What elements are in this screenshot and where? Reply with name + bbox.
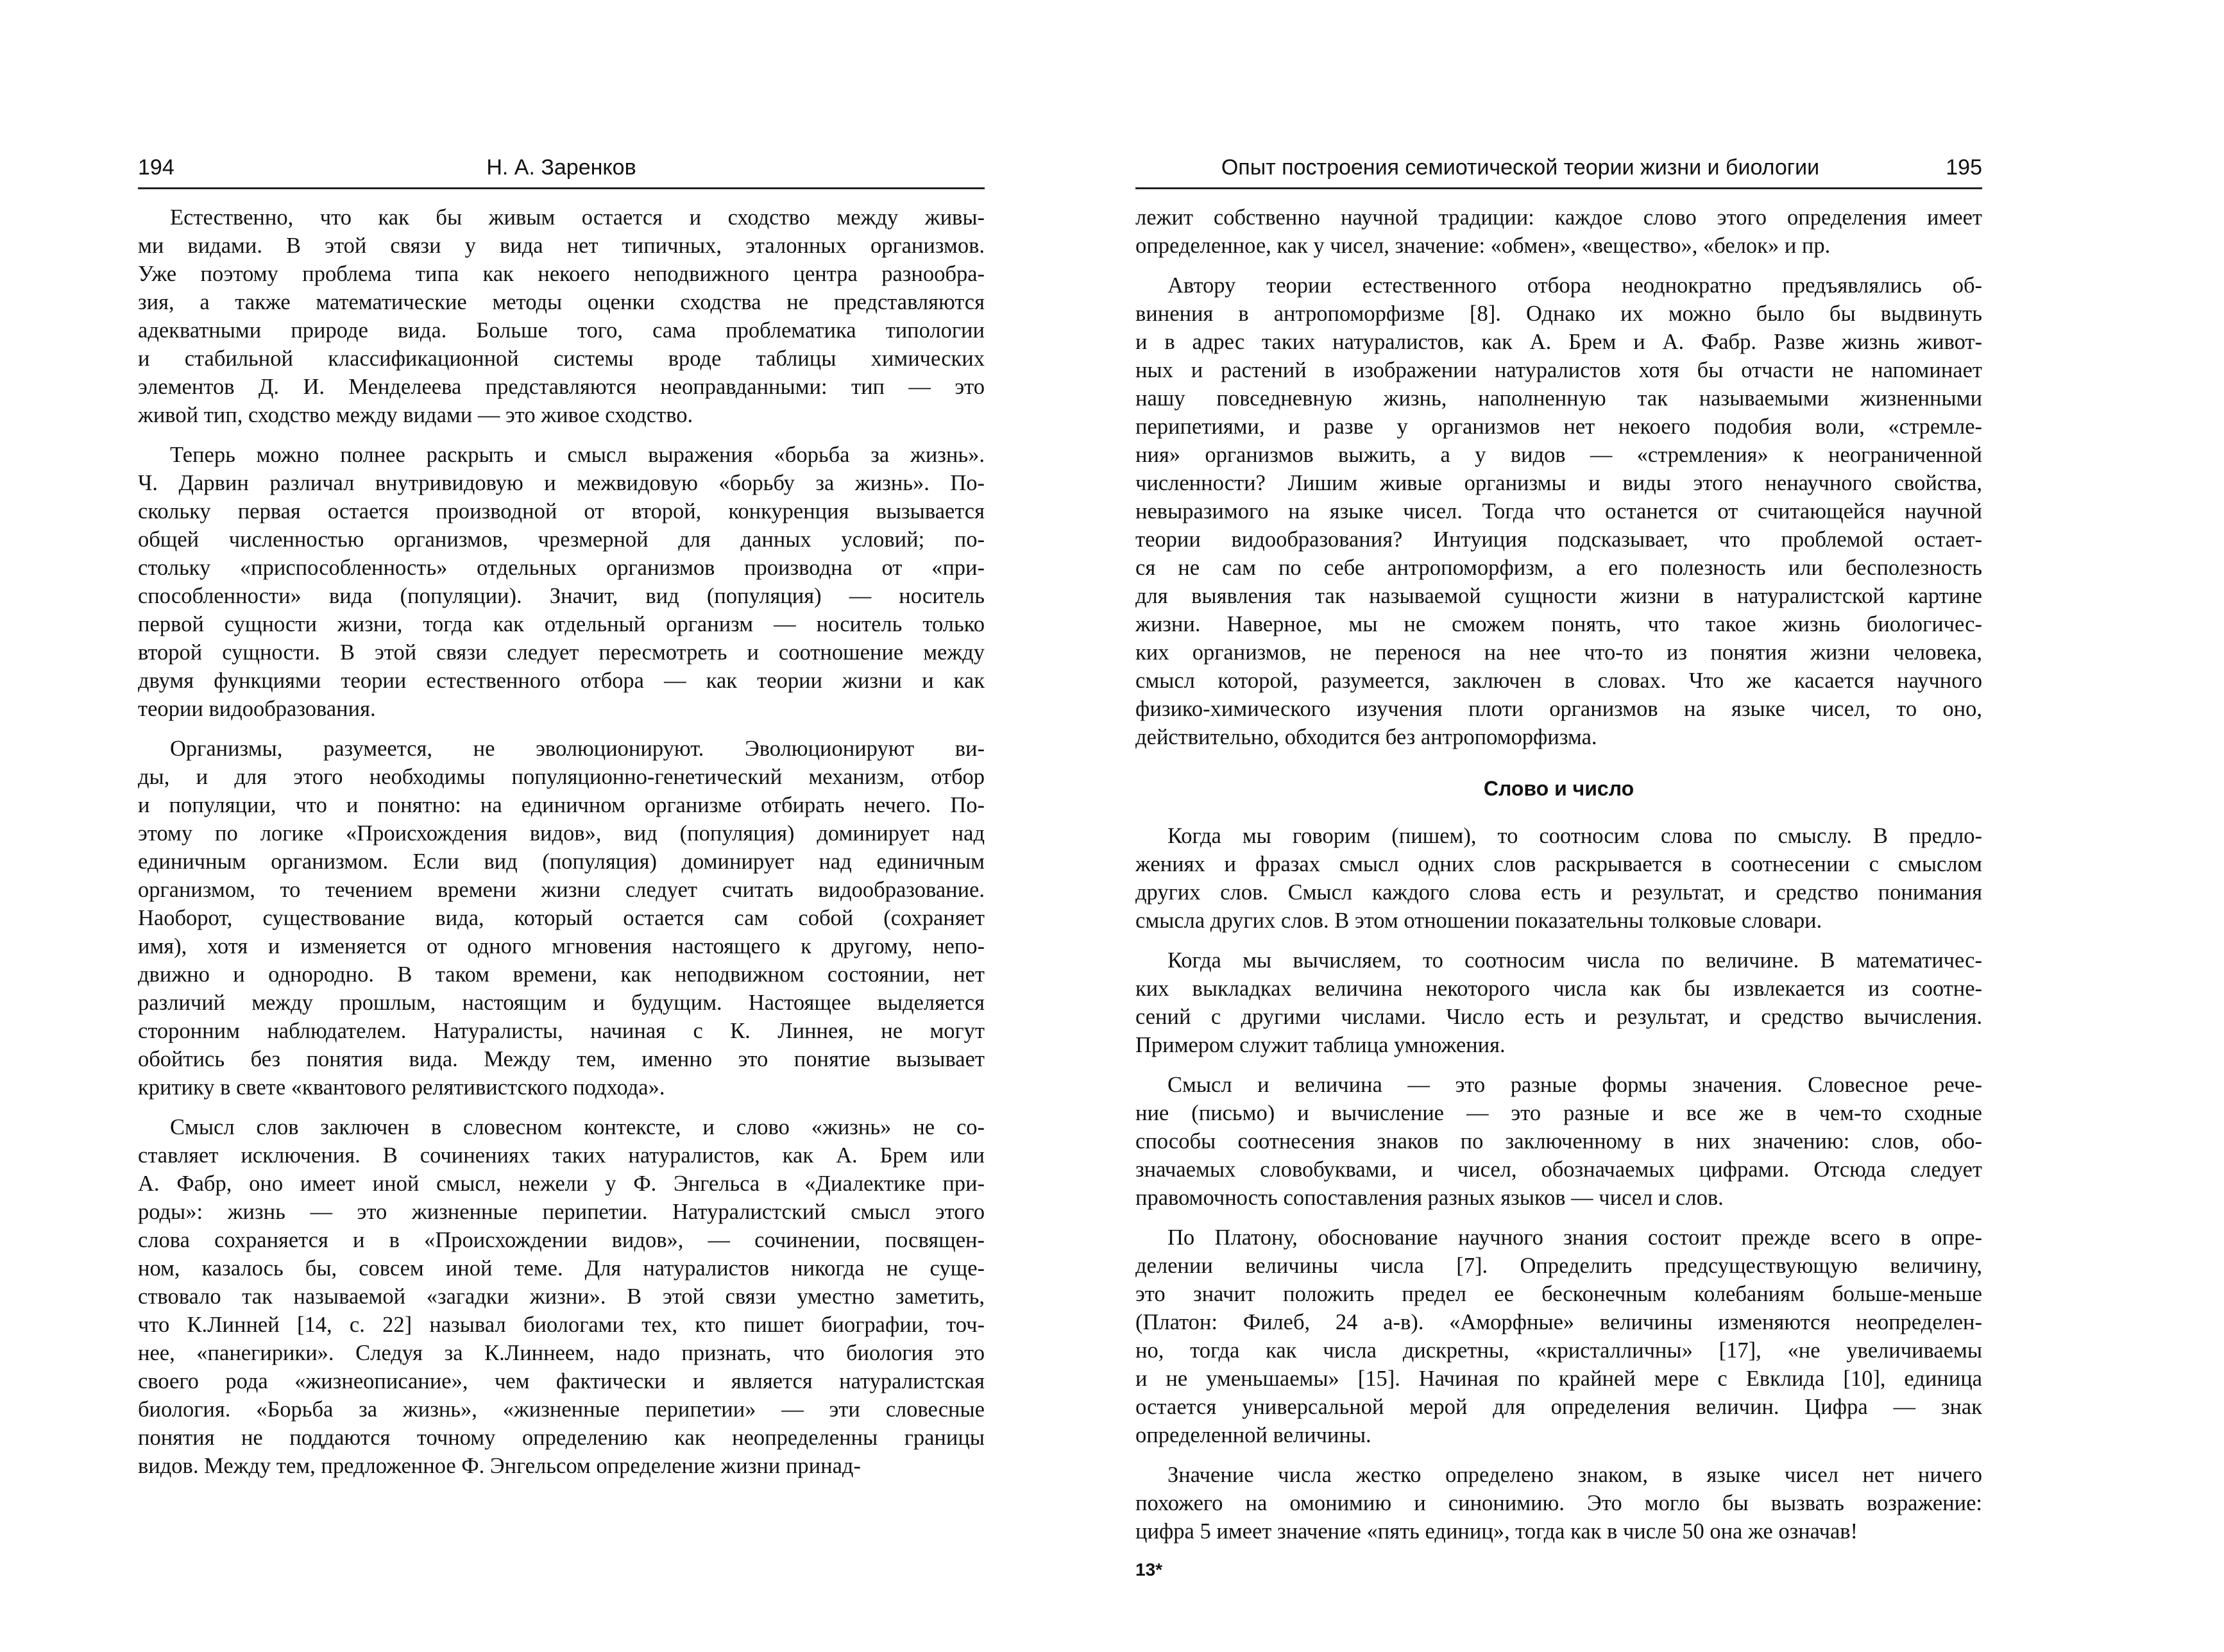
text-block-after [1135, 822, 1982, 1546]
text-line: теории видообразования? Интуиция подсказывает, что проблемой остает- [1135, 527, 1982, 552]
text-line: способленности» вида (популяции). Значит, вид (популяция) — носитель [138, 584, 985, 608]
paragraph [1135, 1461, 1982, 1546]
paragraph [1135, 946, 1982, 1059]
paragraph [1135, 203, 1982, 260]
text-line: невыразимого на языке чисел. Тогда что останется от считающейся научной [1135, 499, 1982, 524]
text-line: Смысл и величина — это разные формы значения. Словесное рече- [1167, 1073, 1982, 1097]
text-line: обойтись без понятия вида. Между тем, именно это понятие вызывает [138, 1047, 985, 1071]
text-line: Значение числа жестко определено знаком, в языке чисел нет ничего [1167, 1463, 1982, 1487]
right-page-body [1135, 203, 1982, 1583]
text-line: элементов Д. И. Менделеева представляются неоправданными: тип — это [138, 375, 985, 399]
text-line: ном, казалось бы, совсем иной теме. Для натуралистов никогда не суще- [138, 1256, 985, 1281]
text-line: и популяции, что и понятно: на единичном организме отбирать нечего. По- [138, 793, 985, 817]
text-line: первой сущности жизни, тогда как отдельный организм — носитель только [138, 612, 985, 636]
text-line: зия, а также математические методы оценки сходства не представляются [138, 290, 985, 314]
text-line: двумя функциями теории естественного отбора — как теории жизни и как [138, 668, 985, 693]
text-line: ния» организмов выжить, а у видов — «стремления» к неограниченной [1135, 443, 1982, 467]
text-line: живой тип, сходство между видами — это живое сходство. [138, 403, 693, 427]
left-page-header [138, 148, 985, 189]
text-line: нее, «панегирики». Следуя за К.Линнеем, надо признать, что биология это [138, 1341, 985, 1365]
text-line: Смысл слов заключен в словесном контексте, и слово «жизнь» не со- [170, 1115, 985, 1139]
text-line: остается универсальной мерой для определения величин. Цифра — знак [1135, 1395, 1982, 1419]
text-line: видов. Между тем, предложенное Ф. Энгельсом определение жизни принад- [138, 1454, 861, 1478]
text-line: ся не сам по себе антропоморфизм, а его полезность или бесполезность [1135, 556, 1982, 580]
text-line: единичным организмом. Если вид (популяция) доминирует над единичным [138, 849, 985, 874]
text-line: определенное, как у чисел, значение: «обмен», «вещество», «белок» и пр. [1135, 234, 1831, 258]
text-line: этому по логике «Происхождения видов», вид (популяция) доминирует над [138, 821, 985, 846]
text-line: это значит положить предел ее бесконечным колебаниям больше-меньше [1135, 1282, 1982, 1306]
text-line: Организмы, разумеется, не эволюционируют. Эволюционируют ви- [170, 737, 985, 761]
text-line: действительно, обходится без антропоморфизма. [1135, 725, 1597, 749]
text-line: По Платону, обоснование научного знания состоит прежде всего в опре- [1167, 1225, 1982, 1250]
text-line: скольку первая остается производной от второй, конкуренция вызывается [138, 499, 985, 524]
paragraph [138, 1113, 985, 1480]
text-line: делении величины числа [7]. Определить предсуществующую величину, [1135, 1254, 1982, 1278]
text-line: правомочность сопоставления разных языков — чисел и слов. [1135, 1186, 1724, 1210]
text-line: и не уменьшаемы» [15]. Начиная по крайней мере с Евклида [10], единица [1135, 1367, 1982, 1391]
right-page-header [1135, 148, 1982, 189]
text-line: и стабильной классификационной системы вроде таблицы химических [138, 346, 985, 371]
text-line: и в адрес таких натуралистов, как А. Брем и А. Фабр. Разве жизнь живот- [1135, 330, 1982, 354]
page-number: 195 [1946, 155, 1982, 180]
text-line: стольку «приспособленность» отдельных организмов производна от «при- [138, 556, 985, 580]
text-line: адекватными природе вида. Больше того, сама проблематика типологии [138, 318, 985, 343]
text-line: (Платон: Филеб, 24 а-в). «Аморфные» величины изменяются неопределен- [1135, 1310, 1982, 1334]
text-line: ды, и для этого необходимы популяционно-генетический механизм, отбор [138, 765, 985, 789]
text-line: нашу повседневную жизнь, наполненную так называемыми жизненными [1135, 386, 1982, 411]
text-line: определенной величины. [1135, 1423, 1371, 1447]
page-number: 194 [138, 155, 174, 180]
signature-mark: 13* [1135, 1560, 1163, 1580]
text-line: роды»: жизнь — это жизненные перипетии. Натуралистский смысл этого [138, 1200, 985, 1224]
text-line: имя), хотя и изменяется от одного мгновения настоящего к другому, непо- [138, 934, 985, 958]
text-line: ставляет исключения. В сочинениях таких натуралистов, как А. Брем или [138, 1143, 985, 1168]
text-line: что К.Линней [14, с. 22] называл биологами тех, кто пишет биографии, точ- [138, 1313, 985, 1337]
text-line: А. Фабр, оно имеет иной смысл, нежели у Ф. Энгельса в «Диалектике при- [138, 1171, 985, 1196]
paragraph [1135, 822, 1982, 935]
text-line: ние (письмо) и вычисление — это разные и все же в чем-то сходные [1135, 1101, 1982, 1125]
text-line: сторонним наблюдателем. Натуралисты, начиная с К. Линнея, не могут [138, 1019, 985, 1043]
text-line: но, тогда как числа дискретны, «кристалличны» [17], «не увеличиваемы [1135, 1338, 1982, 1363]
text-line: способы соотнесения знаков по заключенному в них значению: слов, обо- [1135, 1129, 1982, 1154]
text-line: ми видами. В этой связи у вида нет типичных, эталонных организмов. [138, 234, 985, 258]
section-title: Слово и число [1483, 777, 1634, 800]
paragraph [1135, 1223, 1982, 1449]
left-page [138, 148, 985, 1527]
text-line: ствовало так называемой «загадки жизни». В этой связи уместно заметить, [138, 1284, 985, 1309]
text-line: для выявления так называемой сущности жизни в натуралистской картине [1135, 584, 1982, 608]
text-line: Когда мы говорим (пишем), то соотносим слова по смыслу. В предло- [1167, 824, 1982, 848]
text-line: биология. «Борьба за жизнь», «жизненные перипетии» — эти словесные [138, 1397, 985, 1422]
text-line: смысла других слов. В этом отношении показательны толковые словари. [1135, 908, 1822, 933]
text-line: своего рода «жизнеописание», чем фактически и является натуралистская [138, 1369, 985, 1393]
paragraph [1135, 1071, 1982, 1212]
right-page [1135, 148, 1982, 1580]
text-line: Когда мы вычисляем, то соотносим числа по величине. В математичес- [1167, 948, 1982, 973]
text-line: второй сущности. В этой связи следует пересмотреть и соотношение между [138, 640, 985, 665]
text-line: Уже поэтому проблема типа как некоего неподвижного центра разнообра- [138, 262, 985, 286]
paragraph [138, 441, 985, 723]
text-line: Наоборот, существование вида, который остается сам собой (сохраняет [138, 906, 985, 930]
text-line: Автору теории естественного отбора неоднократно предъявлялись об- [1167, 273, 1982, 298]
text-line: различий между прошлым, настоящим и будущим. Настоящее выделяется [138, 991, 985, 1015]
text-line: смысл которой, разумеется, заключен в словах. Что же касается научного [1135, 668, 1982, 693]
text-line: ных и растений в изображении натуралистов хотя бы отчасти не напоминает [1135, 358, 1982, 382]
text-line: сений с другими числами. Число есть и результат, и средство вычисления. [1135, 1005, 1982, 1029]
text-line: Теперь можно полнее раскрыть и смысл выражения «борьба за жизнь». [170, 443, 985, 467]
left-page-body [138, 203, 985, 1480]
text-line: общей численностью организмов, чрезмерной для данных условий; по- [138, 527, 985, 552]
text-line: жизни. Наверное, мы не сможем понять, что такое жизнь биологичес- [1135, 612, 1982, 636]
text-line: движно и однородно. В таком времени, как неподвижном состоянии, нет [138, 962, 985, 987]
running-title: Опыт построения семиотической теории жизни и биологии [1221, 155, 1820, 180]
text-line: винения в антропоморфизме [8]. Однако их можно было бы выдвинуть [1135, 302, 1982, 326]
text-line: ких организмов, не перенося на нее что-то из понятия жизни человека, [1135, 640, 1982, 665]
text-block-before [1135, 203, 1982, 751]
text-line: других слов. Смысл каждого слова есть и результат, и средство понимания [1135, 880, 1982, 905]
text-line: слова сохраняется и в «Происхождении видов», — сочинении, посвящен- [138, 1228, 985, 1252]
text-line: Естественно, что как бы живым остается и сходство между живы- [170, 205, 985, 230]
text-line: физико-химического изучения плоти организмов на языке чисел, то оно, [1135, 697, 1982, 721]
text-line: понятия не поддаются точному определению как неопределенны границы [138, 1426, 985, 1450]
paragraph [138, 203, 985, 429]
text-line: перипетиями, и разве у организмов нет некоего подобия воли, «стремле- [1135, 414, 1982, 439]
paragraph [1135, 271, 1982, 751]
text-line: цифра 5 имеет значение «пять единиц», тогда как в числе 50 она же означав! [1135, 1519, 1858, 1544]
running-title: Н. А. Заренков [486, 155, 636, 180]
text-line: теории видообразования. [138, 697, 376, 721]
text-line: ких выкладках величина некоторого числа как бы извлекается из соотне- [1135, 976, 1982, 1001]
text-line: похожего на омонимию и синонимию. Это могло бы вызвать возражение: [1135, 1491, 1982, 1515]
text-line: критику в свете «квантового релятивистского подхода». [138, 1075, 665, 1100]
text-line: Примером служит таблица умножения. [1135, 1033, 1506, 1057]
text-line: Ч. Дарвин различал внутривидовую и межвидовую «борьбу за жизнь». По- [138, 471, 985, 495]
text-line: численности? Лишим живые организмы и виды этого ненаучного свойства, [1135, 471, 1982, 495]
text-line: лежит собственно научной традиции: каждое слово этого определения имеет [1135, 205, 1982, 230]
text-line: жениях и фразах смысл одних слов раскрывается в соотнесении с смыслом [1135, 852, 1982, 876]
paragraph [138, 735, 985, 1102]
text-line: значаемых словобуквами, и чисел, обозначаемых цифрами. Отсюда следует [1135, 1157, 1982, 1182]
text-line: организмом, то течением времени жизни следует считать видообразование. [138, 878, 985, 902]
